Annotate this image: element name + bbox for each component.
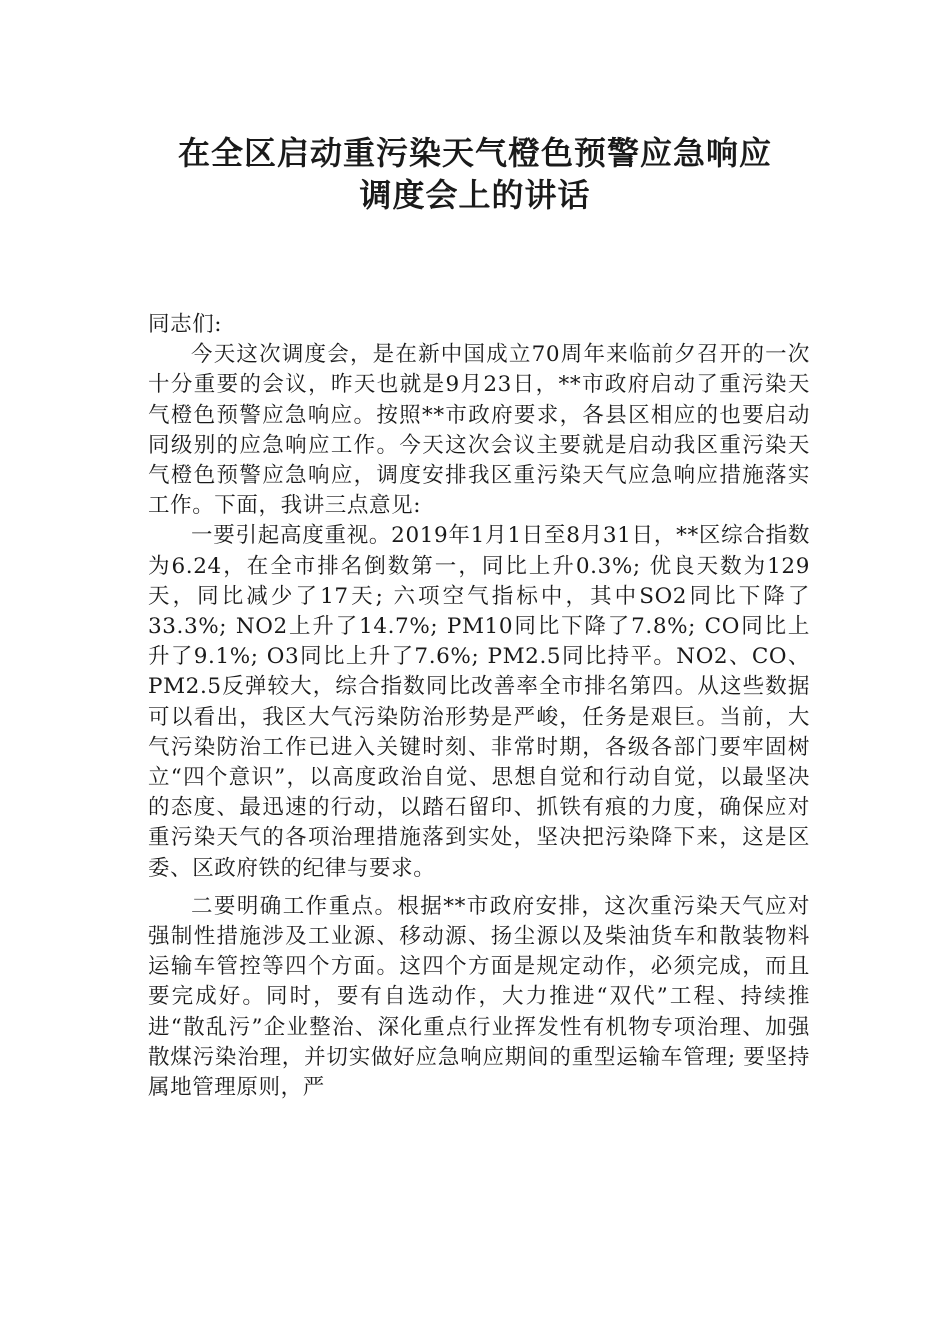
salutation: 同志们:	[148, 312, 223, 337]
title-line-1: 在全区启动重污染天气橙色预警应急响应	[177, 134, 772, 172]
title-line-2: 调度会上的讲话	[359, 176, 591, 214]
document-title	[120, 132, 830, 216]
paragraph-1: 今天这次调度会，是在新中国成立70周年来临前夕召开的一次十分重要的会议，昨天也就是9月23日，**市政府启动了重污染天气橙色预警应急响应。按照**市政府要求，各县区相应的也要启动同级别的应急响应工作。今天这次会议主要就是启动我区重污染天气橙色预警应急响应，调度安排我区重污染天气应急响应措施落实工作。下面，我讲三点意见:	[148, 342, 810, 519]
document-body	[148, 310, 810, 1103]
paragraph-2: 一要引起高度重视。2019年1月1日至8月31日，**区综合指数为6.24，在全市排名倒数第一，同比上升0.3%; 优良天数为129天，同比减少了17天; 六项空气指标中，其中SO2同比下降了33.3%; NO2上升了14.7%; PM10同比下降了7.8%; CO同比上升了9.1%; O3同比上升了7.6%; PM2.5同比持平。NO2、CO、PM2.5反弹较大，综合指数同比改善率全市排名第四。从这些数据可以看出，我区大气污染防治形势是严峻，任务是艰巨。当前，大气污染防治工作已进入关键时刻、非常时期，各级各部门要牢固树立“四个意识”，以高度政治自觉、思想自觉和行动自觉，以最坚决的态度、最迅速的行动，以踏石留印、抓铁有痕的力度，确保应对重污染天气的各项治理措施落到实处，坚决把污染降下来，这是区委、区政府铁的纪律与要求。	[148, 523, 811, 881]
paragraph-3: 二要明确工作重点。根据**市政府安排，这次重污染天气应对强制性措施涉及工业源、移动源、扬尘源以及柴油货车和散装物料运输车管控等四个方面。这四个方面是规定动作，必须完成，而且要完成好。同时，要有自选动作，大力推进“双代”工程、持续推进“散乱污”企业整治、深化重点行业挥发性有机物专项治理、加强散煤污染治理，并切实做好应急响应期间的重型运输车管理; 要坚持属地管理原则，严	[148, 893, 810, 1101]
